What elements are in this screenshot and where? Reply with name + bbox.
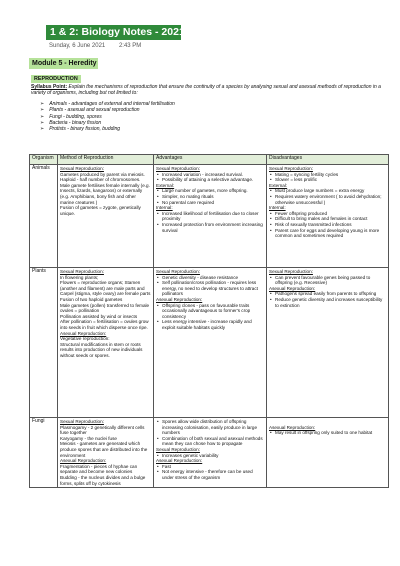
subheading: Sexual Reproduction: bbox=[60, 269, 104, 274]
method-cell bbox=[58, 418, 154, 488]
subheading: Sexual Reproduction: bbox=[60, 419, 104, 424]
syllabus-bullet: ➢ Protists - binary fission, budding bbox=[40, 126, 340, 132]
list-item: • Genetic diversity - disease resistance bbox=[162, 275, 264, 281]
list-item: • Not energy intensive - therefore can be used under stress of the organism bbox=[162, 469, 264, 480]
subheading: Sexual Reproduction: bbox=[269, 269, 313, 274]
disadvantages-cell bbox=[267, 418, 389, 488]
disadvantages-cell bbox=[267, 165, 389, 268]
text-line: Karyogamy - the nuclei fuse bbox=[60, 435, 117, 441]
subheading: Asexual Reproduction: bbox=[60, 458, 107, 464]
table-row-fungi bbox=[30, 418, 389, 488]
list bbox=[269, 188, 386, 205]
list-item: • Parent care for eggs and developing young is more common and sometimes required bbox=[275, 228, 386, 239]
list bbox=[156, 464, 264, 481]
syllabus-bullet: ➢ Bacteria - binary fission bbox=[40, 120, 340, 126]
list-item: • May result in offspring only suited to one habitat bbox=[275, 430, 386, 436]
header-disadvantages: Disadvantages bbox=[267, 155, 389, 165]
list-item: • Reduce genetic diversity and increases susceptibility to extinction bbox=[275, 297, 386, 308]
list bbox=[156, 275, 264, 297]
text-line: After pollination = fertilisation = ovules grow into seeds in fruit which disperse once ripe. bbox=[60, 319, 149, 330]
text-line: Structural modifications in stem or roots results into production of new individuals without seeds or spores. bbox=[60, 341, 143, 358]
list-item: • Difficult to bring males and females in contact bbox=[275, 216, 386, 222]
subheading: Asexual Reproduction: bbox=[269, 424, 316, 430]
list-item: • Less energy intensive - increase rapidly and exploit suitable habitats quickly bbox=[162, 319, 264, 330]
advantages-cell bbox=[154, 165, 267, 268]
text-line: In flowering plants; bbox=[60, 274, 99, 280]
list-item: • Pathogens spread easily from parents to offspring bbox=[275, 291, 386, 297]
syllabus-bullet: ➢ Plants - asexual and sexual reproduction bbox=[40, 107, 340, 113]
subheading: Sexual Reproduction: bbox=[60, 166, 104, 171]
section-heading: REPRODUCTION bbox=[31, 75, 81, 83]
list-item: • Fewer offspring produced bbox=[275, 211, 386, 217]
header-organism: Organism bbox=[30, 155, 58, 165]
header-advantages: Advantages bbox=[154, 155, 267, 165]
list-item: • Increased variation - increased survival. bbox=[162, 172, 264, 178]
subheading: Internal: bbox=[156, 205, 173, 211]
list-item: • Slower = less prolific bbox=[275, 177, 386, 183]
subheading: External: bbox=[156, 182, 175, 188]
list-item: • Mating = syncing fertility cycles bbox=[275, 172, 386, 178]
page-title: 1 & 2: Biology Notes - 2021 bbox=[46, 25, 181, 40]
list-item: • Increases genetic variability bbox=[162, 453, 264, 459]
list-item: • Fast bbox=[162, 464, 264, 470]
list-item: • Offspring clones - pass on favourable traits occasionally advantageous to former's crop consistency bbox=[162, 303, 264, 320]
list bbox=[156, 419, 264, 447]
subheading: Sexual Reproduction: bbox=[156, 269, 200, 274]
syllabus-bullets bbox=[40, 101, 340, 132]
list bbox=[269, 275, 386, 286]
list-item: • Spores allow wide distribution of offspring increasing colonisation, easily produce in large numbers bbox=[162, 419, 264, 436]
text-line: Male gametes (pollen) transferred to female ovules = pollination bbox=[60, 302, 150, 314]
list-item: • Possibility of attaining a selective advantage. bbox=[162, 177, 264, 183]
list bbox=[269, 172, 386, 183]
text-line: Meiosis - gametes are generated which produce spores that are distributed into the environment bbox=[60, 441, 148, 458]
page-date: Sunday, 6 June 2021 bbox=[49, 43, 106, 49]
subheading: Asexual Reproduction: bbox=[269, 285, 316, 291]
list-item: • Increased protection from environment increasing survival bbox=[162, 222, 264, 233]
list-item: • Combination of both sexual and asexual methods mean they can chose how to propagate bbox=[162, 436, 264, 447]
subheading: External: bbox=[269, 182, 288, 188]
subheading: Sexual Reproduction: bbox=[156, 166, 200, 171]
syllabus-bullet: ➢ Animals - advantages of external and internal fertilisation bbox=[40, 101, 340, 107]
syllabus-text: Explain the mechanisms of reproduction that ensure the continuity of a species by analysing sexual and asexual methods of reproduction in a variety of organisms, including but not limited to: bbox=[31, 84, 381, 97]
text-line: Gametes produced by parent via meiosis. Haploid - half number of chromosomes. bbox=[60, 171, 145, 183]
subheading: Sexual Reproduction: bbox=[269, 166, 313, 171]
text-line: Fusion of gametes = zygote, genetically unique. bbox=[60, 205, 141, 216]
list-item: • Self pollination/cross pollination - requires less energy, no need to develop structures to attract pollinators bbox=[162, 280, 264, 297]
reproduction-table bbox=[29, 154, 389, 488]
table-row-animals bbox=[30, 165, 389, 268]
organism-cell: Animals bbox=[30, 165, 58, 268]
text-line: Male gamete fertilises female internally (e.g. Insects, lizards, kangaroos) or externally (e.g. Amphibians, bony fish and other marine creatures ) bbox=[60, 182, 150, 205]
list bbox=[156, 188, 264, 205]
list bbox=[269, 430, 386, 436]
text-line: Fragmentation - pieces of hyphae can separate and become new colonies bbox=[60, 463, 138, 475]
module-heading: Module 5 - Heredity bbox=[29, 58, 98, 69]
text-line: Flowers = reproductive organs; Stamen (another and filament) are male parts and Carpel (stigma, style ovary) are female parts bbox=[60, 280, 151, 297]
text-line: Vegetative reproduction: bbox=[60, 336, 110, 342]
list-item: • Can prevent favourable genes being passed to offspring (e.g. Recessive) bbox=[275, 275, 386, 286]
advantages-cell bbox=[154, 418, 267, 488]
list bbox=[156, 172, 264, 183]
syllabus-bullet: ➢ Fungi - budding, spores bbox=[40, 114, 340, 120]
method-cell bbox=[58, 268, 154, 418]
list-item: • No parental care required bbox=[162, 200, 264, 206]
method-cell bbox=[58, 165, 154, 268]
text-line: Pollination assisted by wind or insects bbox=[60, 313, 138, 319]
subheading: Asexual Reproduction: bbox=[156, 296, 203, 302]
table-header-row bbox=[30, 155, 389, 165]
subheading: Asexual Reproduction: bbox=[156, 458, 203, 464]
text-line: Budding - the nucleus divides and a bulge forms, splits off by cytokinesis bbox=[60, 474, 146, 486]
advantages-cell bbox=[154, 268, 267, 418]
text-line: Fusion of two haploid gametes bbox=[60, 296, 123, 302]
list-item: • Large number of gametes, more offspring. bbox=[162, 188, 264, 194]
header-method: Method of Reproduction bbox=[58, 155, 154, 165]
list-item: • Must produce large numbers = extra energy bbox=[275, 188, 386, 194]
table-row-plants bbox=[30, 268, 389, 418]
subheading: Internal: bbox=[269, 205, 286, 211]
syllabus-paragraph bbox=[31, 84, 381, 96]
syllabus-label: Syllabus Point: bbox=[31, 84, 68, 90]
page-datetime bbox=[49, 43, 141, 49]
list bbox=[156, 303, 264, 331]
list-item: • Simpler, no mating rituals bbox=[162, 194, 264, 200]
list-item: • Risk of sexually transmitted infections bbox=[275, 222, 386, 228]
list-item: • Increased likelihood of fertilisation due to closer proximity bbox=[162, 211, 264, 222]
page-time: 2:43 PM bbox=[118, 43, 142, 49]
disadvantages-cell bbox=[267, 268, 389, 418]
list bbox=[269, 211, 386, 239]
list bbox=[156, 211, 264, 233]
text-line: Plasmogamy - 2 genetically different cells fuse together bbox=[60, 424, 145, 436]
list-item: • Requires watery environment ( to avoid dehydration; otherwise unsuccessful ) bbox=[275, 194, 386, 205]
list bbox=[156, 453, 264, 459]
list bbox=[269, 291, 386, 308]
organism-cell: Plants bbox=[30, 268, 58, 418]
subheading: Asexual Reproduction: bbox=[60, 330, 107, 336]
organism-cell: Fungi bbox=[30, 418, 58, 488]
subheading: Sexual Reproduction: bbox=[156, 446, 200, 452]
